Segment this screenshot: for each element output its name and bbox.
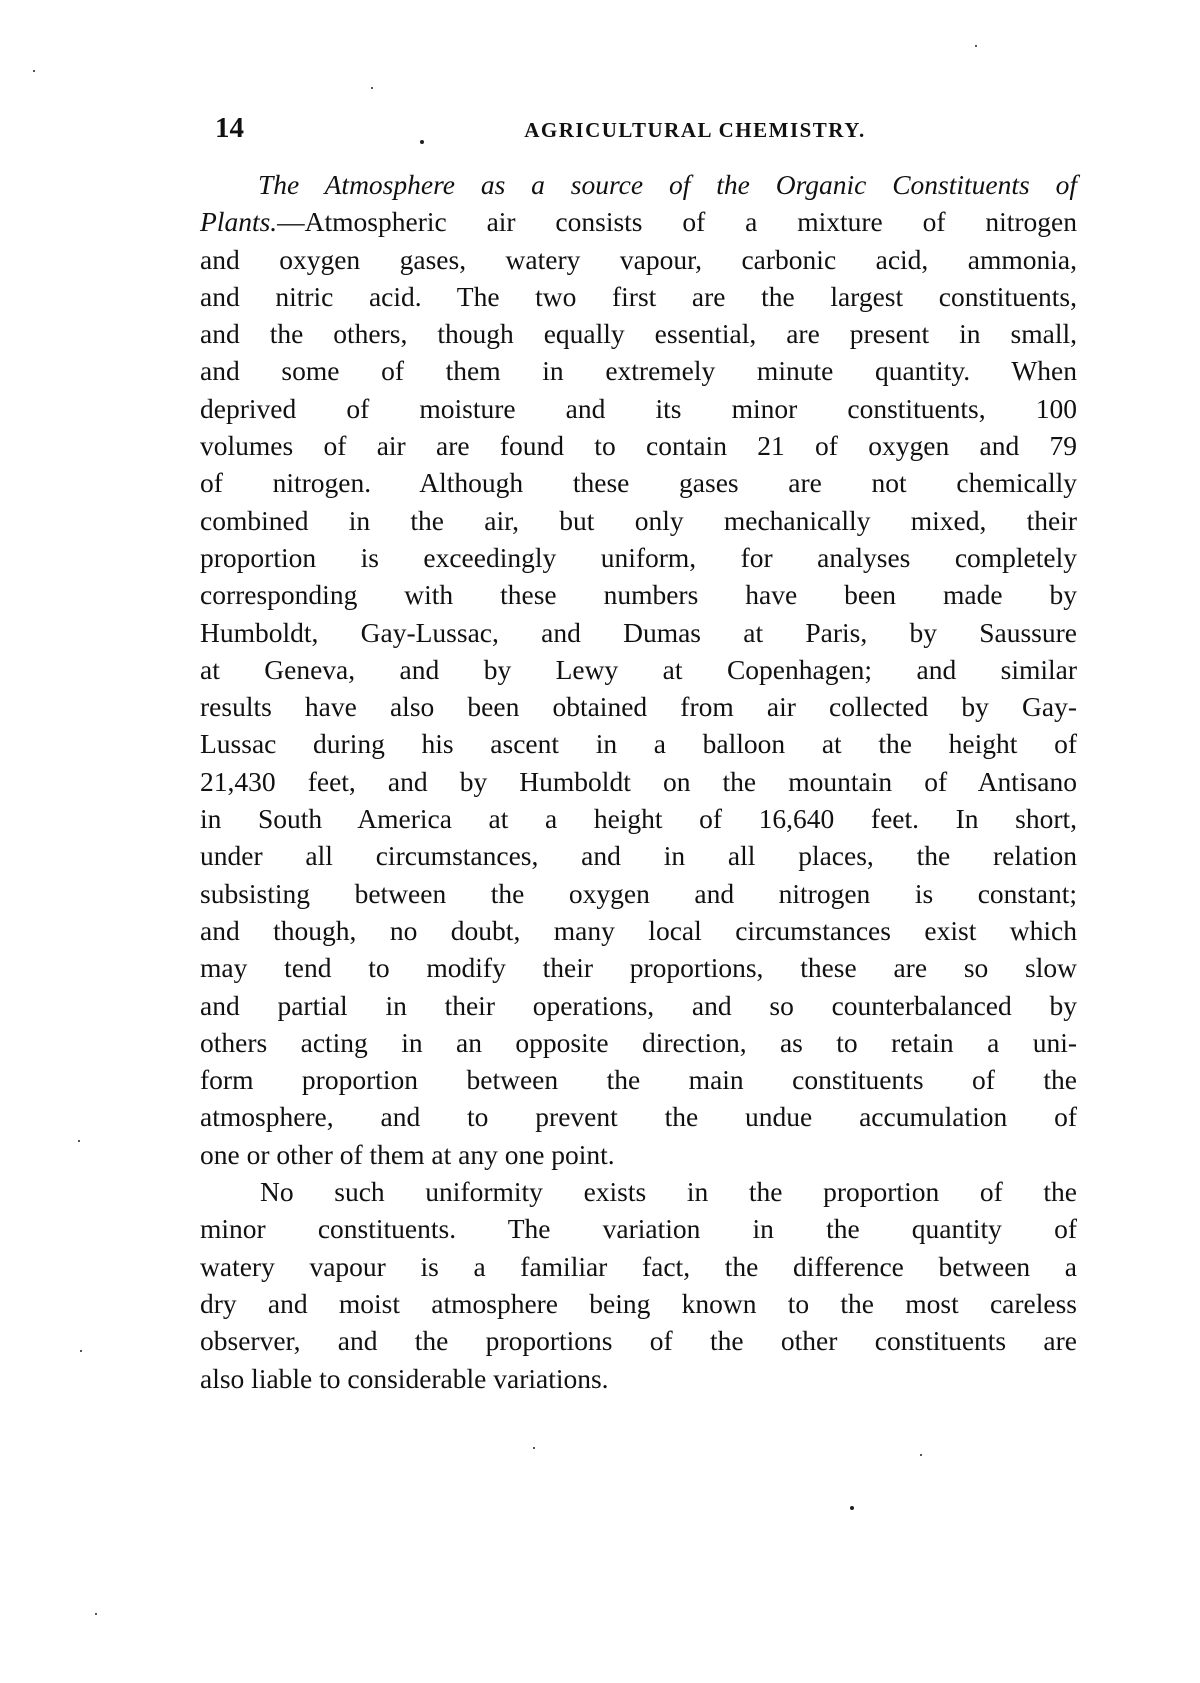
scan-speck (920, 1454, 922, 1456)
scan-speck (975, 45, 977, 47)
text-line: and nitric acid. The two first are the largest constituents, (200, 280, 1077, 312)
text-line: at Geneva, and by Lewy at Copenhagen; and similar (200, 653, 1077, 685)
paragraph-start: —Atmospheric air consists of a mixture of nitrogen (277, 206, 1077, 238)
text-line: and some of them in extremely minute quantity. When (200, 355, 1077, 387)
scan-speck (420, 140, 424, 144)
text-line: observer, and the proportions of the other constituents are (200, 1325, 1077, 1357)
text-line: deprived of moisture and its minor constituents, 100 (200, 392, 1077, 424)
text-line: 21,430 feet, and by Humboldt on the mountain of Antisano (200, 765, 1077, 797)
text-line: form proportion between the main constituents of the (200, 1064, 1077, 1096)
running-head: AGRICULTURAL CHEMISTRY. (524, 118, 866, 142)
text-line: Humboldt, Gay-Lussac, and Dumas at Paris, by Saussure (200, 616, 1077, 648)
text-line: may tend to modify their proportions, these are so slow (200, 952, 1077, 984)
scan-speck (80, 1350, 82, 1352)
text-line: and partial in their operations, and so counterbalanced by (200, 989, 1077, 1021)
scan-speck (371, 87, 373, 89)
text-line: atmosphere, and to prevent the undue accumulation of (200, 1101, 1077, 1133)
text-line: minor constituents. The variation in the quantity of (200, 1213, 1077, 1245)
text-line: one or other of them at any one point. (200, 1138, 615, 1170)
scan-speck (95, 1613, 97, 1615)
text-line: combined in the air, but only mechanically mixed, their (200, 504, 1077, 536)
text-line: proportion is exceedingly uniform, for analyses completely (200, 541, 1077, 573)
text-line: corresponding with these numbers have been made by (200, 579, 1077, 611)
text-line: dry and moist atmosphere being known to the most careless (200, 1287, 1077, 1319)
section-title-line: The Atmosphere as a source of the Organic Constituents of (258, 169, 1077, 200)
scan-speck (78, 1140, 80, 1142)
text-line: results have also been obtained from air collected by Gay- (200, 691, 1077, 723)
text-line: others acting in an opposite direction, as to retain a uni- (200, 1026, 1077, 1058)
text-line: No such uniformity exists in the proportion of the (260, 1176, 1077, 1208)
scan-speck (33, 70, 35, 72)
page-number: 14 (215, 112, 244, 144)
text-line: and oxygen gases, watery vapour, carbonic acid, ammonia, (200, 243, 1077, 275)
paragraph-1 (200, 241, 1077, 1173)
paragraph-2 (200, 1173, 1077, 1397)
text-line: volumes of air are found to contain 21 of oxygen and 79 (200, 430, 1077, 462)
text-line: subsisting between the oxygen and nitrogen is constant; (200, 877, 1077, 909)
scan-speck (533, 1447, 535, 1449)
text-line: and though, no doubt, many local circumstances exist which (200, 914, 1077, 946)
text-line: of nitrogen. Although these gases are not chemically (200, 467, 1077, 499)
text-line: and the others, though equally essential, are present in small, (200, 318, 1077, 350)
text-line: in South America at a height of 16,640 feet. In short, (200, 803, 1077, 835)
section-title-continuation (200, 203, 1077, 240)
scan-speck (850, 1506, 854, 1510)
text-line: also liable to considerable variations. (200, 1362, 609, 1394)
text-line: under all circumstances, and in all places, the relation (200, 840, 1077, 872)
body-text (200, 166, 1077, 1397)
text-line: Lussac during his ascent in a balloon at the height of (200, 728, 1077, 760)
text-line: watery vapour is a familiar fact, the difference between a (200, 1250, 1077, 1282)
section-title-end: Plants. (200, 206, 278, 238)
page-header (215, 112, 1075, 152)
